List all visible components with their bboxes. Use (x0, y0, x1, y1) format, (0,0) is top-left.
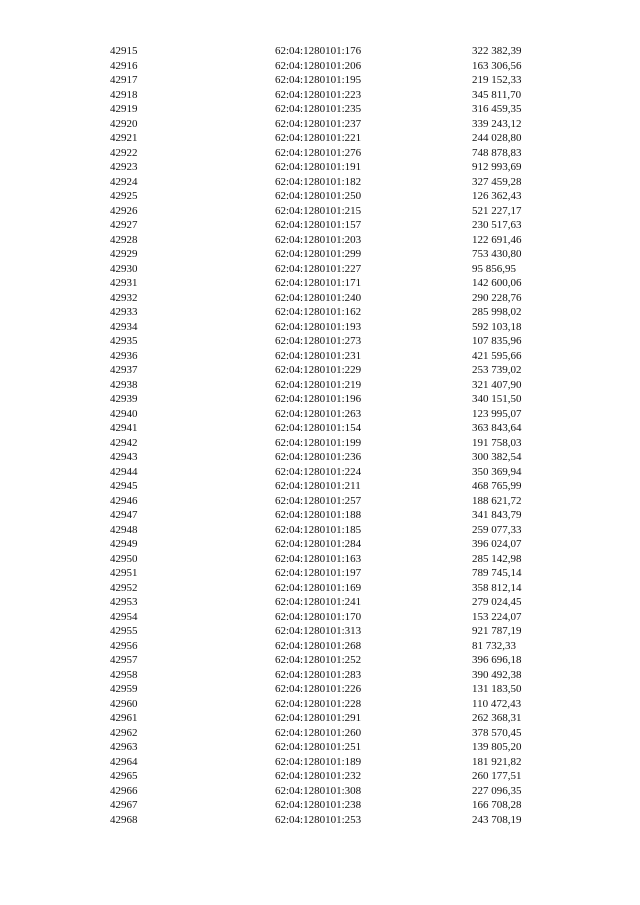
value-cell: 259 077,33 (472, 523, 522, 536)
row-number-cell: 42939 (110, 393, 138, 405)
value-cell: 123 995,07 (472, 407, 522, 420)
value-cell: 421 595,66 (472, 349, 522, 362)
value-cell: 153 224,07 (472, 610, 522, 623)
cadastral-number-cell: 62:04:1280101:241 (275, 596, 362, 608)
row-number-cell: 42963 (110, 741, 138, 753)
row-number-cell: 42938 (110, 378, 138, 391)
row-number-cell: 42964 (110, 755, 138, 768)
row-number-cell: 42951 (110, 567, 138, 579)
row-number-cell: 42961 (110, 712, 138, 724)
cadastral-number-cell: 62:04:1280101:191 (275, 161, 362, 173)
row-number-cell: 42954 (110, 610, 138, 623)
cadastral-number-cell: 62:04:1280101:313 (275, 625, 362, 637)
row-number-cell: 42928 (110, 233, 138, 246)
row-number-cell: 42958 (110, 668, 138, 681)
value-cell: 327 459,28 (472, 175, 522, 188)
cadastral-number-cell: 62:04:1280101:154 (275, 422, 362, 434)
row-number-cell: 42924 (110, 175, 138, 188)
row-number-cell: 42953 (110, 596, 138, 608)
cadastral-number-cell: 62:04:1280101:240 (275, 291, 362, 304)
value-cell: 341 843,79 (472, 509, 522, 521)
value-cell: 363 843,64 (472, 422, 522, 434)
value-cell: 285 998,02 (472, 306, 522, 318)
cadastral-number-cell: 62:04:1280101:182 (275, 175, 362, 188)
value-cell: 912 993,69 (472, 161, 522, 173)
row-number-cell: 42949 (110, 538, 138, 550)
value-cell: 921 787,19 (472, 625, 522, 637)
value-cell: 378 570,45 (472, 726, 522, 739)
value-cell: 279 024,45 (472, 596, 522, 608)
row-number-cell: 42945 (110, 480, 138, 492)
cadastral-number-cell: 62:04:1280101:171 (275, 277, 362, 289)
value-cell: 468 765,99 (472, 480, 522, 492)
row-number-cell: 42952 (110, 581, 138, 594)
value-cell: 81 732,33 (472, 639, 516, 652)
cadastral-number-cell: 62:04:1280101:236 (275, 451, 362, 463)
row-number-cell: 42934 (110, 320, 138, 333)
cadastral-number-cell: 62:04:1280101:252 (275, 654, 362, 666)
cadastral-number-cell: 62:04:1280101:170 (275, 610, 362, 623)
row-number-cell: 42967 (110, 799, 138, 811)
row-number-cell: 42959 (110, 683, 138, 695)
cadastral-number-cell: 62:04:1280101:308 (275, 784, 362, 797)
cadastral-number-cell: 62:04:1280101:228 (275, 697, 362, 710)
value-cell: 285 142,98 (472, 552, 522, 565)
cadastral-number-cell: 62:04:1280101:224 (275, 465, 362, 478)
value-cell: 592 103,18 (472, 320, 522, 333)
row-number-cell: 42919 (110, 103, 138, 115)
cadastral-number-cell: 62:04:1280101:283 (275, 668, 362, 681)
cadastral-number-cell: 62:04:1280101:162 (275, 306, 362, 318)
value-cell: 244 028,80 (472, 132, 522, 144)
row-number-cell: 42920 (110, 117, 138, 130)
row-number-cell: 42956 (110, 639, 138, 652)
row-number-cell: 42930 (110, 262, 138, 275)
row-number-cell: 42957 (110, 654, 138, 666)
row-number-cell: 42948 (110, 523, 138, 536)
value-cell: 396 024,07 (472, 538, 522, 550)
value-cell: 107 835,96 (472, 335, 522, 347)
row-number-cell: 42931 (110, 277, 138, 289)
value-cell: 322 382,39 (472, 45, 522, 57)
cadastral-number-cell: 62:04:1280101:189 (275, 755, 362, 768)
value-cell: 230 517,63 (472, 219, 522, 231)
cadastral-number-cell: 62:04:1280101:215 (275, 204, 362, 217)
value-cell: 163 306,56 (472, 59, 522, 72)
cadastral-number-cell: 62:04:1280101:223 (275, 88, 362, 101)
row-number-cell: 42955 (110, 625, 138, 637)
value-cell: 122 691,46 (472, 233, 522, 246)
row-number-cell: 42966 (110, 784, 138, 797)
cadastral-number-cell: 62:04:1280101:291 (275, 712, 362, 724)
row-number-cell: 42968 (110, 813, 138, 826)
value-cell: 139 805,20 (472, 741, 522, 753)
cadastral-number-cell: 62:04:1280101:284 (275, 538, 362, 550)
row-number-cell: 42927 (110, 219, 138, 231)
value-cell: 95 856,95 (472, 262, 516, 275)
value-cell: 316 459,35 (472, 103, 522, 115)
cadastral-number-cell: 62:04:1280101:169 (275, 581, 362, 594)
value-cell: 260 177,51 (472, 770, 522, 782)
value-cell: 290 228,76 (472, 291, 522, 304)
cadastral-number-cell: 62:04:1280101:299 (275, 248, 362, 260)
value-cell: 390 492,38 (472, 668, 522, 681)
value-cell: 110 472,43 (472, 697, 522, 710)
value-cell: 358 812,14 (472, 581, 522, 594)
cadastral-number-cell: 62:04:1280101:199 (275, 436, 362, 449)
cadastral-number-cell: 62:04:1280101:163 (275, 552, 362, 565)
cadastral-number-cell: 62:04:1280101:157 (275, 219, 362, 231)
value-cell: 748 878,83 (472, 146, 522, 159)
row-number-cell: 42962 (110, 726, 138, 739)
cadastral-number-cell: 62:04:1280101:219 (275, 378, 362, 391)
row-number-cell: 42917 (110, 74, 138, 86)
row-number-cell: 42935 (110, 335, 138, 347)
cadastral-number-cell: 62:04:1280101:203 (275, 233, 362, 246)
row-number-cell: 42918 (110, 88, 138, 101)
row-number-cell: 42946 (110, 494, 138, 507)
row-number-cell: 42922 (110, 146, 138, 159)
row-number-cell: 42921 (110, 132, 138, 144)
cadastral-number-cell: 62:04:1280101:193 (275, 320, 362, 333)
cadastral-number-cell: 62:04:1280101:251 (275, 741, 362, 753)
row-number-cell: 42925 (110, 190, 138, 202)
cadastral-number-cell: 62:04:1280101:268 (275, 639, 362, 652)
cadastral-number-cell: 62:04:1280101:221 (275, 132, 362, 144)
cadastral-number-cell: 62:04:1280101:229 (275, 364, 362, 376)
cadastral-number-cell: 62:04:1280101:276 (275, 146, 362, 159)
value-cell: 262 368,31 (472, 712, 522, 724)
cadastral-number-cell: 62:04:1280101:185 (275, 523, 362, 536)
row-number-cell: 42932 (110, 291, 138, 304)
row-number-cell: 42942 (110, 436, 138, 449)
cadastral-number-cell: 62:04:1280101:263 (275, 407, 362, 420)
row-number-cell: 42936 (110, 349, 138, 362)
row-number-cell: 42915 (110, 45, 138, 57)
row-number-cell: 42950 (110, 552, 138, 565)
value-cell: 300 382,54 (472, 451, 522, 463)
value-cell: 396 696,18 (472, 654, 522, 666)
cadastral-number-cell: 62:04:1280101:235 (275, 103, 362, 115)
value-cell: 191 758,03 (472, 436, 522, 449)
value-cell: 350 369,94 (472, 465, 522, 478)
value-cell: 227 096,35 (472, 784, 522, 797)
value-cell: 339 243,12 (472, 117, 522, 130)
cadastral-number-cell: 62:04:1280101:257 (275, 494, 362, 507)
value-cell: 345 811,70 (472, 88, 522, 101)
value-cell: 789 745,14 (472, 567, 522, 579)
cadastral-number-cell: 62:04:1280101:176 (275, 45, 362, 57)
cadastral-number-cell: 62:04:1280101:237 (275, 117, 362, 130)
value-cell: 243 708,19 (472, 813, 522, 826)
value-cell: 521 227,17 (472, 204, 522, 217)
row-number-cell: 42947 (110, 509, 138, 521)
cadastral-number-cell: 62:04:1280101:195 (275, 74, 362, 86)
row-number-cell: 42933 (110, 306, 138, 318)
row-number-cell: 42960 (110, 697, 138, 710)
row-number-cell: 42926 (110, 204, 138, 217)
cadastral-number-cell: 62:04:1280101:188 (275, 509, 362, 521)
cadastral-number-cell: 62:04:1280101:226 (275, 683, 362, 695)
row-number-cell: 42916 (110, 59, 138, 72)
cadastral-number-cell: 62:04:1280101:238 (275, 799, 362, 811)
cadastral-number-cell: 62:04:1280101:260 (275, 726, 362, 739)
value-cell: 166 708,28 (472, 799, 522, 811)
row-number-cell: 42923 (110, 161, 138, 173)
cadastral-number-cell: 62:04:1280101:197 (275, 567, 362, 579)
cadastral-number-cell: 62:04:1280101:273 (275, 335, 362, 347)
row-number-cell: 42940 (110, 407, 138, 420)
row-number-cell: 42944 (110, 465, 138, 478)
value-cell: 188 621,72 (472, 494, 522, 507)
value-cell: 340 151,50 (472, 393, 522, 405)
cadastral-number-cell: 62:04:1280101:231 (275, 349, 362, 362)
row-number-cell: 42929 (110, 248, 138, 260)
cadastral-number-cell: 62:04:1280101:250 (275, 190, 362, 202)
cadastral-number-cell: 62:04:1280101:253 (275, 813, 362, 826)
cadastral-number-cell: 62:04:1280101:211 (275, 480, 361, 492)
value-cell: 181 921,82 (472, 755, 522, 768)
cadastral-number-cell: 62:04:1280101:227 (275, 262, 362, 275)
value-cell: 253 739,02 (472, 364, 522, 376)
cadastral-number-cell: 62:04:1280101:206 (275, 59, 362, 72)
row-number-cell: 42965 (110, 770, 138, 782)
value-cell: 126 362,43 (472, 190, 522, 202)
value-cell: 219 152,33 (472, 74, 522, 86)
value-cell: 753 430,80 (472, 248, 522, 260)
cadastral-number-cell: 62:04:1280101:196 (275, 393, 362, 405)
value-cell: 321 407,90 (472, 378, 522, 391)
row-number-cell: 42941 (110, 422, 138, 434)
value-cell: 142 600,06 (472, 277, 522, 289)
value-cell: 131 183,50 (472, 683, 522, 695)
row-number-cell: 42943 (110, 451, 138, 463)
row-number-cell: 42937 (110, 364, 138, 376)
cadastral-number-cell: 62:04:1280101:232 (275, 770, 362, 782)
